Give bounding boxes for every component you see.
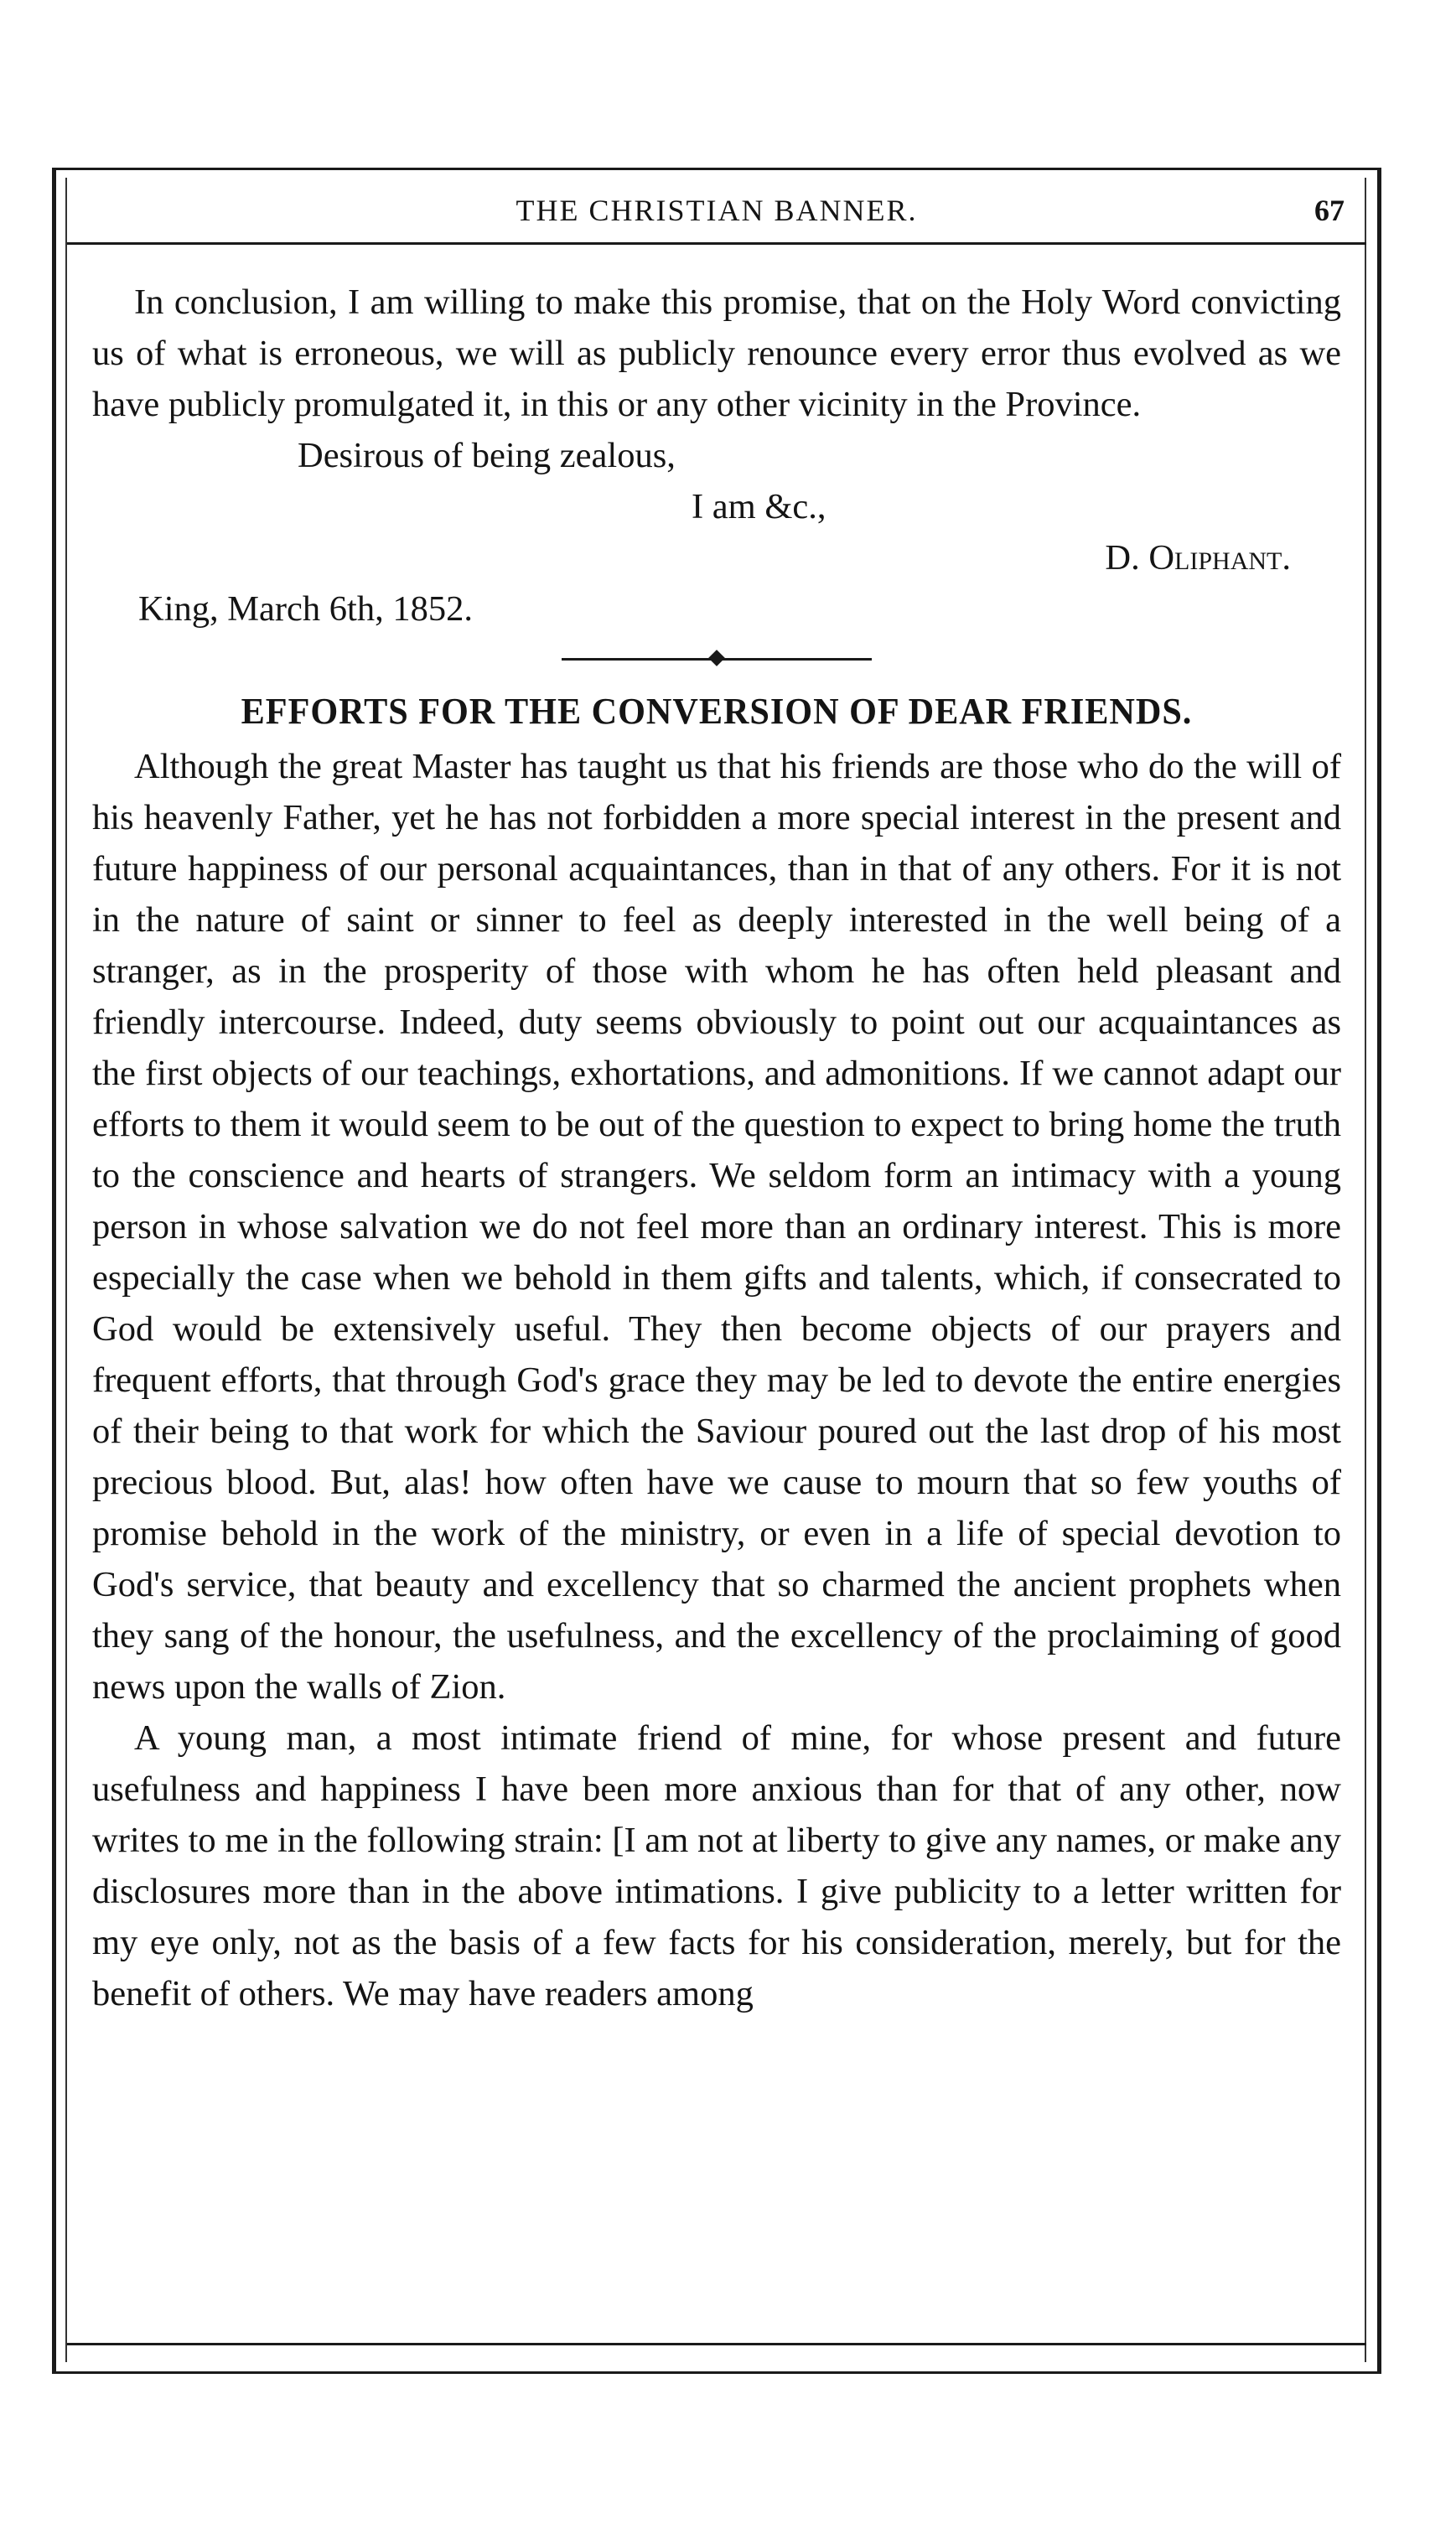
running-header	[67, 186, 1366, 245]
page-body	[92, 277, 1341, 2019]
salutation-line: Desirous of being zealous,	[298, 436, 676, 475]
diamond-ornament-icon	[708, 650, 725, 666]
running-title: THE CHRISTIAN BANNER.	[516, 194, 918, 227]
article-paragraph: A young man, a most intimate friend of mine, for whose present and future usefulness and happiness I have been more anxious than for that of any other, now writes to me in the following strain: [I am not at liberty to give any names, or make any disclosures more than in the above intimations. I give publicity to a letter written for my eye only, not as the basis of a few facts for his consideration, merely, but for the benefit of others. We may have readers among	[92, 1718, 1341, 2013]
page-number: 67	[1314, 194, 1345, 227]
dateline: King, March 6th, 1852.	[138, 589, 473, 629]
article-paragraph: Although the great Master has taught us that his friends are those who do the will of his heavenly Father, yet he has not forbidden a more special interest in the present and future happiness of our personal acquaintances, than in that of any others. For it is not in the nature of saint or sinner to feel as deeply interested in the well being of a stranger, as in the prosperity of those with whom he has often held pleasant and friendly intercourse. Indeed, duty seems obviously to point out our acquaintances as the first objects of our teachings, exhortations, and admonitions. If we cannot adapt our efforts to them it would seem to be out of the question to expect to bring home the truth to the conscience and hearts of strangers. We seldom form an intimacy with a young person in whose salvation we do not feel more than an ordinary interest. This is more especially the case when we behold in them gifts and talents, which, if consecrated to God would be extensively useful. They then become objects of our prayers and frequent efforts, that through God's grace they may be led to devote the entire energies of their being to that work for which the Saviour poured out the last drop of his most precious blood. But, alas! how often have we cause to mourn that so few youths of promise behold in the work of the ministry, or even in a life of special devotion to God's service, that beauty and excellency that so charmed the ancient prophets when they sang of the honour, the usefulness, and the excellency of the proclaiming of good news upon the walls of Zion.	[92, 747, 1341, 1707]
article-title: EFFORTS FOR THE CONVERSION OF DEAR FRIENDS.	[241, 691, 1193, 732]
closing-paragraph: In conclusion, I am willing to make this promise, that on the Holy Word convicting us of what is erroneous, we will as publicly renounce every error thus evolved as we have publicly promulgated it, in this or any other vicinity in the Province.	[92, 282, 1341, 424]
bottom-rule	[67, 2343, 1366, 2345]
salutation-line: I am &c.,	[692, 487, 826, 526]
signature: D. Oliphant.	[1105, 538, 1291, 578]
section-divider	[562, 658, 872, 661]
